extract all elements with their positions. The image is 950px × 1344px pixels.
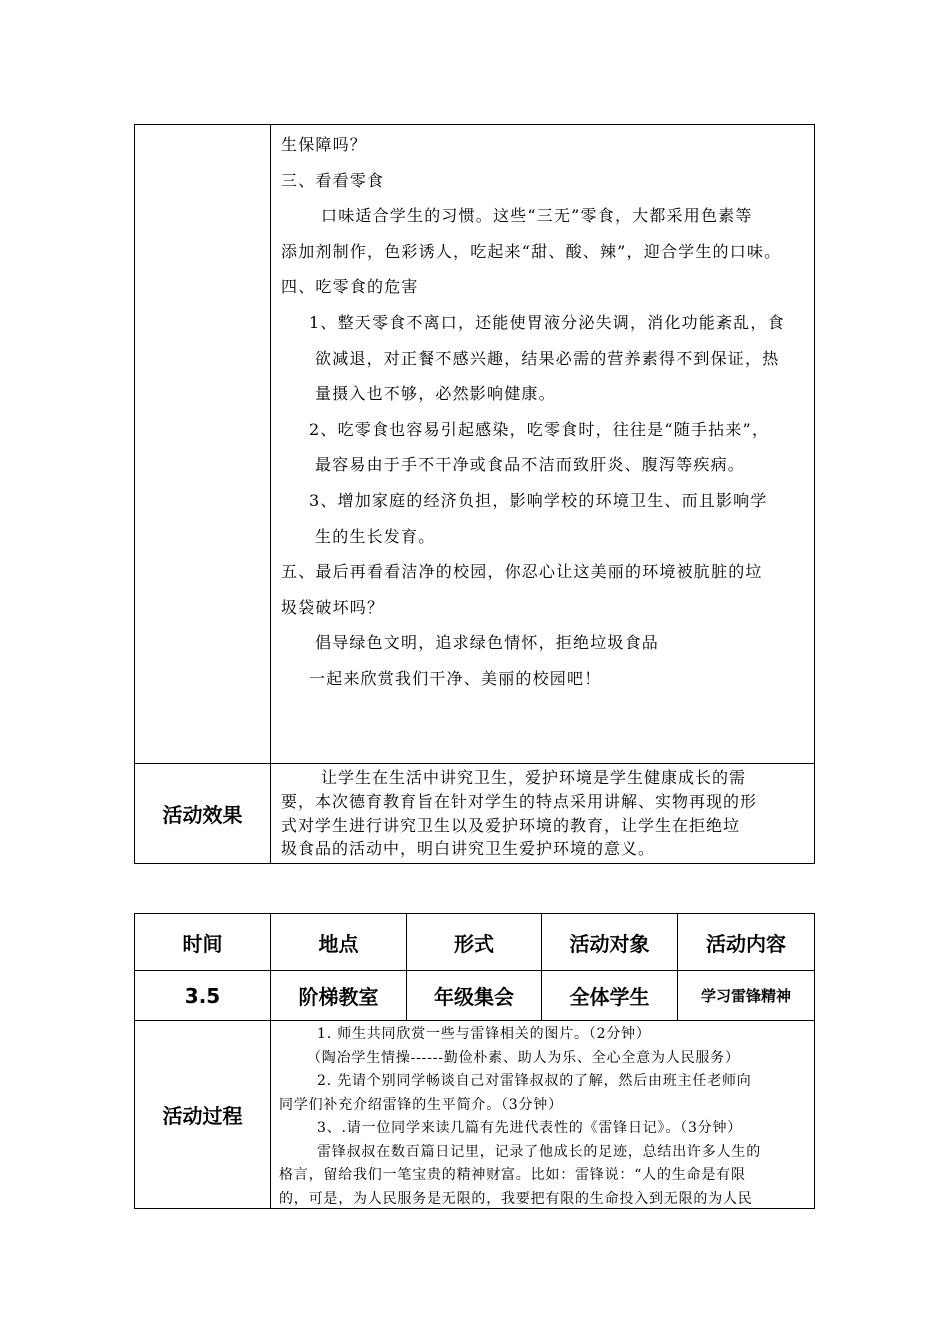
effect-content	[271, 764, 814, 863]
header-row	[135, 914, 814, 970]
table-row	[135, 970, 814, 1020]
process-label: 活动过程	[135, 1021, 271, 1208]
header-audience: 活动对象	[542, 914, 678, 970]
section-heading: 五、最后再看看洁净的校园，你忍心让这美丽的环境被肮脏的垃	[281, 562, 763, 582]
text-line: 让学生在生活中讲究卫生，爱护环境是学生健康成长的需	[321, 768, 747, 787]
text-line: 2、吃零食也容易引起感染，吃零食时，往往是“随手拈来”，	[309, 419, 770, 439]
text-line: 欲减退，对正餐不感兴趣，结果必需的营养素得不到保证，热	[315, 348, 780, 368]
text-line: （陶冶学生情操------勤俭朴素、助人为乐、全心全意为人民服务）	[307, 1049, 740, 1066]
cell-location: 阶梯教室	[271, 971, 407, 1020]
text-line: 圾食品的活动中，明白讲究卫生爱护环境的意义。	[281, 839, 656, 859]
header-location: 地点	[271, 914, 407, 970]
process-label-cell-empty	[135, 125, 271, 763]
text-line: 最容易由于手不干净或食品不洁而致肝炎、腹泻等疾病。	[315, 455, 746, 475]
cell-format: 年级集会	[407, 971, 542, 1020]
text-line: 1. 师生共同欣赏一些与雷锋相关的图片。（2分钟）	[317, 1026, 651, 1042]
text-line: 量摄入也不够，必然影响健康。	[315, 384, 556, 404]
text-line: 式对学生进行讲究卫生以及爱护环境的教育，让学生在拒绝垃	[281, 815, 741, 835]
header-format: 形式	[407, 914, 542, 970]
cell-time: 3.5	[135, 971, 271, 1020]
text-line: 圾袋破坏吗？	[281, 597, 385, 617]
section-heading: 三、看看零食	[281, 170, 385, 190]
section-heading: 四、吃零食的危害	[281, 277, 419, 297]
header-time: 时间	[135, 914, 271, 970]
effect-label: 活动效果	[135, 764, 271, 863]
header-content: 活动内容	[706, 931, 786, 956]
text-line: 3、增加家庭的经济负担，影响学校的环境卫生、而且影响学	[309, 490, 768, 510]
text-line: 要，本次德育教育旨在针对学生的特点采用讲解、实物再现的形	[281, 791, 758, 811]
text-line: 1、整天零食不离口，还能使胃液分泌失调，消化功能紊乱，食	[309, 312, 785, 332]
process-content	[271, 125, 814, 763]
cell-content: 学习雷锋精神	[700, 987, 791, 1005]
text-line: 倡导绿色文明，追求绿色情怀，拒绝垃圾食品	[315, 633, 660, 653]
text-line: 2. 先请个别同学畅谈自己对雷锋叔叔的了解，然后由班主任老师向	[317, 1073, 752, 1089]
text-line: 3、.请一位同学来读几篇有先进代表性的《雷锋日记》。（3分钟）	[317, 1120, 743, 1136]
text-line: 雷锋叔叔在数百篇日记里，记录了他成长的足迹，总结出许多人生的	[317, 1143, 761, 1160]
text-line: 添加剂制作，色彩诱人，吃起来“甜、酸、辣”，迎合学生的口味。	[281, 241, 782, 261]
activity-table-1	[134, 124, 815, 864]
process-row	[135, 1020, 814, 1208]
process-row	[135, 125, 814, 763]
effect-row	[135, 763, 814, 863]
text-line: 生保障吗？	[281, 135, 368, 154]
text-line: 生的生长发育。	[315, 526, 436, 546]
text-line: 格言，留给我们一笔宝贵的精神财富。比如：雷锋说：“人的生命是有限	[279, 1167, 746, 1183]
text-line: 同学们补充介绍雷锋的生平简介。（3分钟）	[279, 1096, 563, 1113]
text-line: 的，可是，为人民服务是无限的，我要把有限的生命投入到无限的为人民	[279, 1190, 753, 1207]
cell-audience: 全体学生	[542, 971, 678, 1020]
activity-table-2	[134, 913, 815, 1209]
text-line: 口味适合学生的习惯。这些“三无”零食，大都采用色素等	[321, 206, 753, 226]
process-content	[271, 1021, 814, 1208]
text-line: 一起来欣赏我们干净、美丽的校园吧！	[309, 668, 602, 688]
